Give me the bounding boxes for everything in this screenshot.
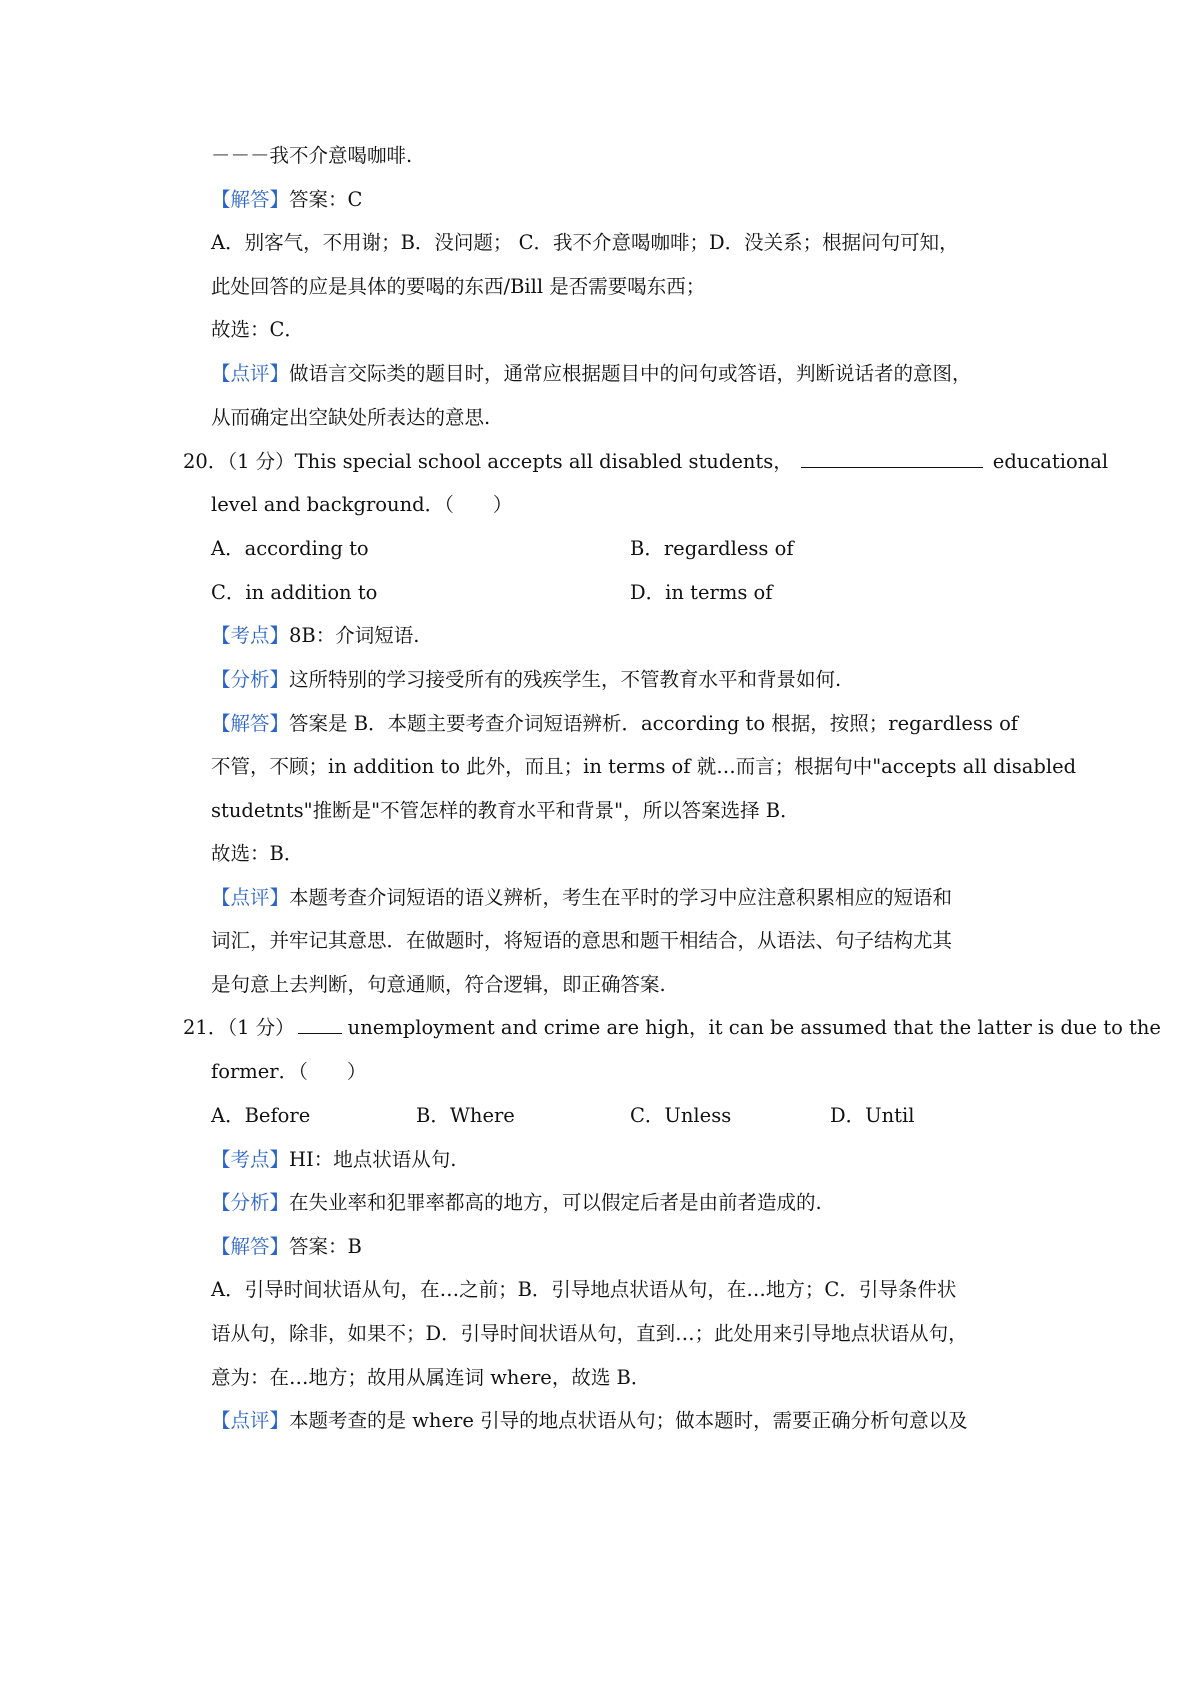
- prev-choice: 故选：C．: [211, 318, 304, 341]
- option-text: Until: [865, 1104, 915, 1127]
- q21-explain-line: 意为：在…地方；故用从属连词 where，故选 B．: [211, 1366, 651, 1389]
- answer-tag: 【解答】: [211, 1235, 290, 1258]
- comment-text: 本题考查介词短语的语义辨析，考生在平时的学习中应注意积累相应的短语和: [289, 886, 953, 909]
- option-d: [630, 579, 773, 607]
- option-text: according to: [244, 537, 369, 560]
- comment-tag: 【点评】: [211, 1409, 290, 1432]
- option-b: [416, 1102, 515, 1130]
- option-c: [211, 579, 377, 607]
- q21-explain-line: A．引导时间状语从句，在…之前；B．引导地点状语从句，在…地方；C．引导条件状: [211, 1278, 957, 1301]
- answer-tag: 【解答】: [211, 712, 290, 735]
- option-letter: A．: [211, 537, 245, 560]
- q20-answer: [211, 710, 1026, 738]
- question-number: 20．（1 分）: [183, 450, 295, 473]
- option-c: [630, 1102, 731, 1130]
- option-a: [211, 535, 369, 563]
- point-text: 8B：介词短语.: [289, 624, 420, 647]
- prev-explain-line: 此处回答的应是具体的要喝的东西/Bill 是否需要喝东西；: [211, 275, 706, 298]
- stem-text: unemployment and crime are high，it can be assumed that the latter is due to the: [347, 1016, 1161, 1039]
- q20-analysis: [211, 666, 841, 694]
- prev-explain-line: A．别客气，不用谢；B．没问题； C．我不介意喝咖啡；D．没关系；根据问句可知，: [211, 231, 959, 254]
- option-letter: C．: [630, 1104, 665, 1127]
- stem-text: educational: [992, 450, 1109, 473]
- comment-text: 做语言交际类的题目时，通常应根据题目中的问句或答语，判断说话者的意图，: [289, 362, 972, 385]
- answer-text: 答案：B: [289, 1235, 362, 1258]
- option-text: regardless of: [663, 537, 794, 560]
- analysis-text: 在失业率和犯罪率都高的地方，可以假定后者是由前者造成的.: [289, 1191, 822, 1214]
- question-number: 21．（1 分）: [183, 1016, 295, 1039]
- analysis-tag: 【分析】: [211, 1191, 290, 1214]
- option-d: [830, 1102, 914, 1130]
- option-letter: D．: [630, 581, 666, 604]
- q20-comment-line: 词汇，并牢记其意思．在做题时，将短语的意思和题干相结合，从语法、句子结构尤其: [211, 929, 953, 952]
- q20-point: [211, 622, 419, 650]
- option-text: Before: [244, 1104, 311, 1127]
- prev-comment-line: 从而确定出空缺处所表达的意思.: [211, 406, 491, 429]
- option-letter: B．: [416, 1104, 450, 1127]
- dialogue-line: －－－我不介意喝咖啡.: [211, 144, 413, 167]
- prev-answer: [211, 186, 362, 214]
- q21-point: [211, 1146, 456, 1174]
- q21-analysis: [211, 1189, 822, 1217]
- option-letter: A．: [211, 1104, 245, 1127]
- prev-comment: [211, 360, 1026, 388]
- option-text: Where: [449, 1104, 515, 1127]
- option-letter: D．: [830, 1104, 866, 1127]
- analysis-text: 这所特别的学习接受所有的残疾学生，不管教育水平和背景如何.: [289, 668, 842, 691]
- q20-answer-line: 不管，不顾；in addition to 此外，而且；in terms of 就…而言；根据句中"accepts all disabled: [211, 755, 1077, 778]
- answer-blank: [298, 1015, 342, 1034]
- question-20-stem: [183, 448, 1108, 476]
- option-a: [211, 1102, 310, 1130]
- answer-text: 答案是 B．本题主要考查介词短语辨析．according to 根据，按照；regardless of: [289, 712, 1019, 735]
- option-letter: B．: [630, 537, 664, 560]
- answer-blank: [801, 449, 983, 468]
- comment-tag: 【点评】: [211, 362, 290, 385]
- comment-tag: 【点评】: [211, 886, 290, 909]
- q20-comment-line: 是句意上去判断，句意通顺，符合逻辑，即正确答案.: [211, 973, 666, 996]
- stem-text: This special school accepts all disabled students，: [294, 450, 793, 473]
- q20-answer-line: studetnts"推断是"不管怎样的教育水平和背景"，所以答案选择 B．: [211, 799, 800, 822]
- q21-comment: [211, 1407, 1026, 1435]
- point-text: HI：地点状语从句.: [289, 1148, 457, 1171]
- point-tag: 【考点】: [211, 1148, 290, 1171]
- question-21-stem: [183, 1014, 1161, 1042]
- q21-answer: [211, 1233, 362, 1261]
- option-text: Unless: [664, 1104, 732, 1127]
- comment-text: 本题考查的是 where 引导的地点状语从句；做本题时，需要正确分析句意以及: [289, 1409, 968, 1432]
- option-letter: C．: [211, 581, 246, 604]
- q20-comment: [211, 884, 1026, 912]
- question-20-stem-line: level and background．（ ）: [211, 493, 513, 516]
- answer-tag: 【解答】: [211, 188, 290, 211]
- question-21-stem-line: former．（ ）: [211, 1060, 367, 1083]
- q21-explain-line: 语从句，除非，如果不；D．引导时间状语从句，直到…；此处用来引导地点状语从句，: [211, 1322, 968, 1345]
- option-b: [630, 535, 794, 563]
- option-text: in addition to: [245, 581, 378, 604]
- answer-text: 答案：C: [289, 188, 363, 211]
- analysis-tag: 【分析】: [211, 668, 290, 691]
- option-text: in terms of: [665, 581, 773, 604]
- q20-choice: 故选：B．: [211, 842, 304, 865]
- point-tag: 【考点】: [211, 624, 290, 647]
